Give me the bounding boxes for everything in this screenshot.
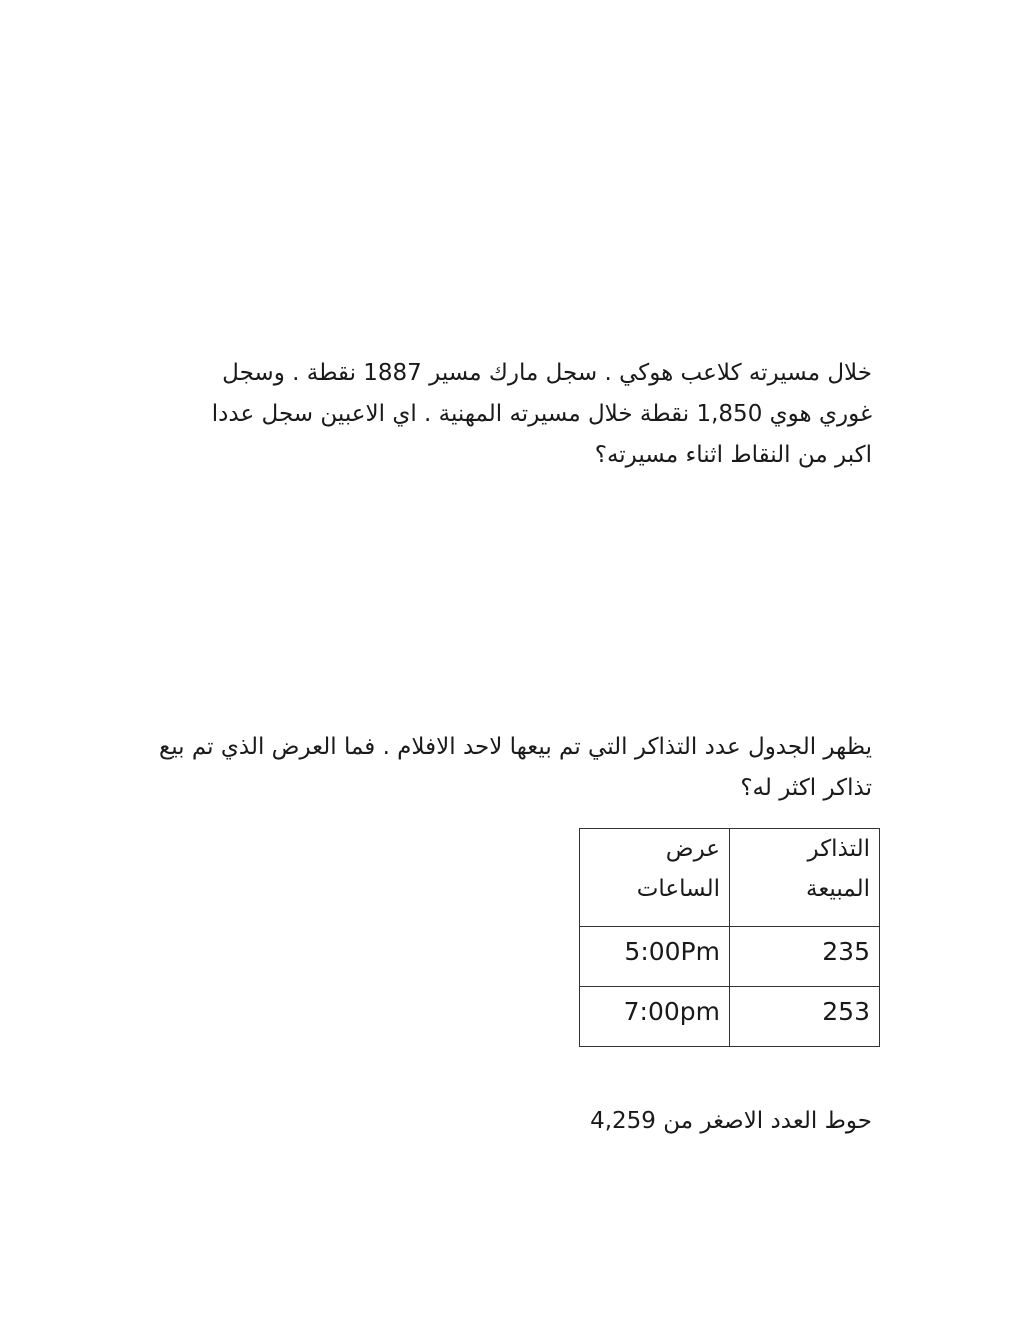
cell-tickets: 253 — [730, 987, 880, 1047]
header-tickets-line1: التذاكر — [807, 836, 870, 862]
cell-time: 5:00Pm — [580, 927, 730, 987]
header-show-line2: الساعات — [636, 876, 720, 902]
header-tickets-line2: المبيعة — [805, 876, 870, 902]
tickets-table — [579, 828, 880, 1047]
question-movie-tickets: يظهر الجدول عدد التذاكر التي تم بيعها لاحد الافلام . فما العرض الذي تم بيع تذاكر اكثر له؟ — [158, 734, 872, 801]
table-row — [580, 987, 880, 1047]
table-row — [580, 927, 880, 987]
header-show-time — [580, 829, 730, 927]
header-tickets-sold — [730, 829, 880, 927]
question-hockey-points: خلال مسيرته كلاعب هوكي . سجل مارك مسير 1887 نقطة . وسجل غوري هوي 1,850 نقطة خلال مسيرته المهنية . اي الاعبين سجل عددا اكبر من النقاط اثناء مسيرته؟ — [211, 360, 872, 468]
header-show-line1: عرض — [665, 836, 720, 862]
cell-time: 7:00pm — [580, 987, 730, 1047]
question-smallest-number: حوط العدد الاصغر من 4,259 — [590, 1108, 872, 1134]
table-header-row — [580, 829, 880, 927]
cell-tickets: 235 — [730, 927, 880, 987]
